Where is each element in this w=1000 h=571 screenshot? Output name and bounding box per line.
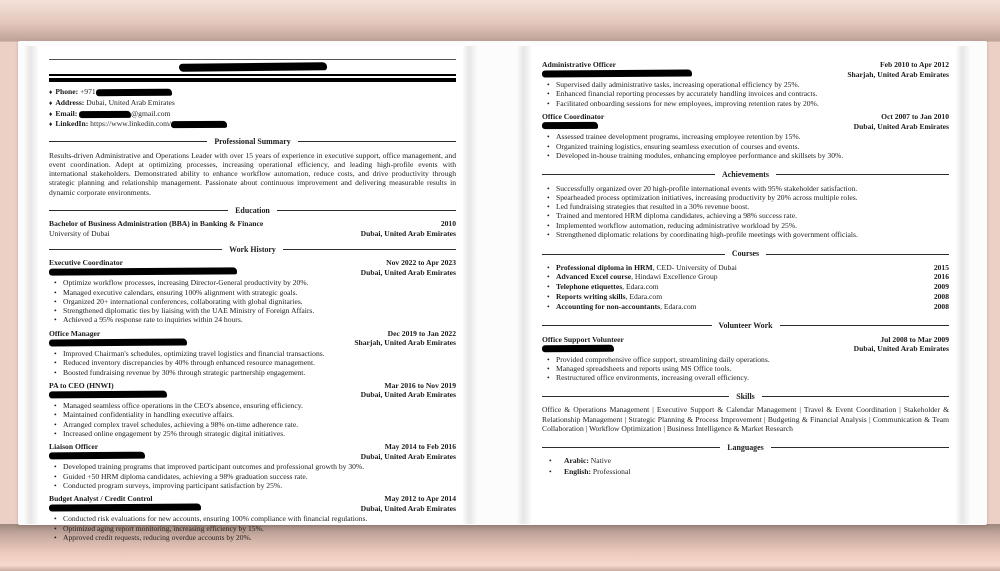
bullet-item: • Approved credit requests, reducing overdue accounts by 20%. [49,533,456,542]
job-location: Dubai, United Arab Emirates [853,121,949,131]
job-title: Office Coordinator [542,112,605,122]
skills-paragraph: Office & Operations Management | Executive Support & Calendar Management | Travel & Event Coordination | Stakeholder & Relationship Management | Strategic Planning & Process Improvement | Budgeting & Financial Analysis | Communication & Team Collaboration | Workflow Optimization | Business Intelligence & Market Research [542,405,949,434]
section-header-volunteer [542,321,949,330]
language-level: Professional [592,466,631,476]
section-rule [283,249,456,250]
bullet-item: • Spearheaded process optimization initiatives, increasing productivity by 20% across multiple roles. [542,193,949,202]
redacted-linkedin [171,121,227,128]
contact-value: https://www.linkedin.com/ [90,119,172,129]
contact-line-phone [49,87,456,98]
job-title: PA to CEO (HNWI) [49,380,114,390]
redacted-company [542,122,598,129]
education-row-2 [49,229,456,239]
course-entry [542,263,949,273]
bullet-item: • Managed executive calendars, ensuring 100% alignment with strategic goals. [49,288,456,297]
contact-label: Email: [55,108,78,118]
bullet-item: • Assessed trainee development programs, increasing employee retention by 15%. [542,132,949,141]
job-location: Dubai, United Arab Emirates [360,503,456,513]
background-top-band [0,0,1000,42]
contact-line-email [49,109,456,120]
course-year: 2015 [933,262,949,272]
redacted-candidate-name [178,62,326,72]
job-entry [49,258,456,325]
achievements-list [542,184,949,240]
section-rule [780,325,950,326]
diamond-bullet-icon: ♦ [49,110,53,118]
contact-label: Address: [55,97,85,107]
bullet-item: • Optimized aging report monitoring, increasing efficiency by 15%. [49,524,456,533]
bullet-item: • Strengthened diplomatic ties by liaising with the UAE Ministry of Foreign Affairs. [49,306,456,315]
bullet-item: • Increased online engagement by 25% through strategic digital initiatives. [49,429,456,438]
volunteer-dates: Jul 2008 to Mar 2009 [880,334,949,344]
education-row-1 [49,219,456,229]
section-rule [49,249,222,250]
course-name: Accounting for non-accountants [556,301,661,311]
section-title: Skills [736,391,755,401]
course-name: Advanced Excel course [556,272,632,282]
bullet-item: • Managed seamless office operations in the CEO's absence, ensuring efficiency. [49,401,456,410]
degree-title: Bachelor of Business Administration (BBA) in Banking & Finance [49,219,264,229]
course-year: 2009 [933,282,949,292]
redacted-company [49,391,167,398]
section-title: Languages [727,442,764,452]
page-edge-shadow [956,46,970,524]
bullet-item: • Managed spreadsheets and reports using MS Office tools. [542,364,949,373]
section-rule [542,174,715,175]
job-location: Sharjah, United Arab Emirates [354,338,456,348]
page-edge-shadow [517,46,531,524]
course-name: Telephone etiquettes [556,282,623,292]
course-provider: , Edara.com [625,291,663,301]
header-divider-thick [49,78,456,82]
contact-block [49,87,456,130]
redacted-company [49,338,187,345]
section-header-work [49,245,456,254]
languages-list [542,456,949,477]
contact-line-address [49,98,456,109]
course-year: 2008 [933,291,949,301]
section-title: Education [235,206,270,216]
resume-page-1 [24,46,477,543]
diamond-bullet-icon: ♦ [49,89,53,96]
course-provider: , CED- University of Dubai [652,262,737,272]
page-edge-shadow [463,46,477,524]
summary-paragraph: Results-driven Administrative and Operations Leader with over 15 years of experience in executive support, office management, and event coordination. Adept at optimizing processes, increasing operational efficiency, and leading high-profile events with international stakeholders. Demonstrated ability to enhance workflow automation, reduce costs, and drive productivity through strategic planning and relationship management. Passionate about continuous improvement and delivering measurable results in dynamic corporate environments. [49,150,456,197]
section-header-courses [542,249,949,258]
section-rule [277,210,456,211]
resume-page-2 [517,46,970,524]
section-rule [542,447,720,448]
contact-value: Dubai, United Arab Emirates [86,97,175,107]
job-dates: Mar 2016 to Nov 2019 [384,380,456,390]
section-title: Volunteer Work [718,321,773,331]
job-location: Dubai, United Arab Emirates [360,451,456,461]
education-year: 2010 [440,219,456,229]
bullet-item: • Guided +50 HRM diploma candidates, achieving a 98% graduation success rate. [49,472,456,481]
section-rule [771,447,949,448]
course-entry [542,302,949,312]
job-entry [49,329,456,377]
section-header-education [49,206,456,215]
course-name: Reports writing skills [556,291,626,301]
bullet-item: • Boosted fundraising revenue by 30% through strategic partnership engagement. [49,368,456,377]
job-title: Administrative Officer [542,60,617,69]
section-header-skills [542,392,949,401]
job-dates: May 2014 to Feb 2016 [384,442,456,452]
bullet-item: • Conducted program surveys, improving participant satisfaction by 25%. [49,481,456,490]
job-dates: Dec 2019 to Jan 2022 [387,328,456,338]
bullet-item: • Enhanced financial reporting processes by accurately handling invoices and contracts. [542,89,949,98]
contact-value: @gmail.com [131,108,171,118]
course-provider: , Hindawi Excellence Group [631,272,718,282]
course-entry [542,272,949,282]
course-provider: , Edara.com [622,282,659,292]
course-name: Professional diploma in HRM [556,262,653,272]
job-title: Liaison Officer [49,442,99,452]
bullet-item: • Achieved a 95% response rate to inquiries within 24 hours. [49,315,456,324]
job-entry [542,60,949,108]
section-rule [542,325,712,326]
bullet-item: • Implemented workflow automation, reducing administrative workload by 25%. [542,221,949,230]
section-header-summary [49,137,456,146]
redacted-email [79,110,131,117]
job-entry [49,381,456,438]
volunteer-location: Dubai, United Arab Emirates [853,344,949,354]
job-entry [542,112,949,160]
bullet-item: • Improved Chairman's schedules, optimizing travel logistics and financial transactions. [49,349,456,358]
bullet-item: • Facilitated onboarding sessions for new employees, improving retention rates by 20%. [542,99,949,108]
section-rule [49,141,207,142]
section-header-achievements [542,170,949,179]
bullet-item: • Maintained confidentiality in handling executive affairs. [49,410,456,419]
redacted-phone [96,89,172,96]
school-name: University of Dubai [49,229,110,239]
education-location: Dubai, United Arab Emirates [360,229,456,239]
contact-label: Phone: [55,87,79,96]
language-name: English: [564,466,592,476]
section-rule [776,174,949,175]
job-location: Dubai, United Arab Emirates [360,267,456,277]
bullet-item: • Developed training programs that improved participant outcomes and professional growth by 30%. [49,462,456,471]
redacted-company [49,268,237,276]
section-title: Work History [229,244,276,254]
bullet-item: • Organized 20+ international conferences, collaborating with global dignitaries. [49,297,456,306]
contact-label: LinkedIn: [55,119,89,129]
section-header-languages [542,443,949,452]
bullet-item: • Optimize workflow processes, increasing Director-General productivity by 20%. [49,278,456,287]
section-rule [762,396,949,397]
section-rule [766,254,949,255]
job-dates: Oct 2007 to Jan 2010 [881,112,949,122]
course-provider: , Edara.com [660,301,697,311]
job-entry [49,442,456,490]
bullet-item: • Arranged complex travel schedules, achieving a 98% on-time adherence rate. [49,420,456,429]
job-entry [49,494,456,542]
contact-value: +971 [80,87,96,96]
desk-surface [18,41,987,543]
section-rule [49,210,228,211]
bullet-item: • Successfully organized over 20 high-profile international events with 95% stakeholder satisfaction. [542,184,949,193]
section-rule [542,396,729,397]
volunteer-entry [542,335,949,383]
job-title: Executive Coordinator [49,258,124,268]
language-item [542,456,949,467]
bullet-item: • Strengthened diplomatic relations by coordinating high-profile meetings with government officials. [542,230,949,239]
language-item [542,467,949,478]
course-year: 2008 [933,301,949,311]
bullet-item: • Restructured office environments, increasing overall efficiency. [542,373,949,382]
course-entry [542,292,949,302]
diamond-bullet-icon: ♦ [49,99,53,107]
volunteer-title: Office Support Volunteer [542,334,624,344]
job-title: Budget Analyst / Credit Control [49,494,153,504]
contact-line-linkedin [49,119,456,130]
bullet-item: • Conducted risk evaluations for new accounts, ensuring 100% compliance with financial regulations. [49,514,456,523]
job-dates: Nov 2022 to Apr 2023 [386,258,456,268]
section-rule [298,141,456,142]
bullet-item: • Reduced inventory discrepancies by 40% through enhanced resource management. [49,358,456,367]
language-level: Native [590,456,612,466]
section-title: Professional Summary [214,137,291,147]
redacted-company [49,452,145,459]
header-top-rule [49,59,456,60]
redacted-company [542,70,692,78]
header-divider-thin [49,74,456,76]
language-name: Arabic: [564,456,589,466]
redacted-company [49,504,201,512]
job-location: Dubai, United Arab Emirates [360,390,456,400]
diamond-bullet-icon: ♦ [49,121,53,129]
bullet-item: • Led fundraising strategies that resulted in a 30% revenue boost. [542,202,949,211]
page-edge-shadow [24,46,38,524]
section-title: Courses [731,249,760,259]
bullet-item: • Developed in-house training modules, enhancing employee performance and skillsets by 30%. [542,151,949,160]
job-location: Sharjah, United Arab Emirates [847,69,949,79]
job-dates: Feb 2010 to Apr 2012 [879,60,949,69]
bullet-item: • Provided comprehensive office support, streamlining daily operations. [542,355,949,364]
section-title: Achievements [722,170,769,180]
redacted-organization [542,345,614,352]
bullet-item: • Organized training logistics, ensuring seamless execution of courses and events. [542,142,949,151]
bullet-item: • Trained and mentored HRM diploma candidates, achieving a 98% success rate. [542,211,949,220]
job-title: Office Manager [49,328,101,338]
course-entry [542,282,949,292]
course-year: 2016 [933,272,949,282]
bullet-item: • Supervised daily administrative tasks, increasing operational efficiency by 25%. [542,80,949,89]
courses-list [542,263,949,312]
candidate-name-row [49,61,456,72]
section-rule [542,254,725,255]
job-dates: May 2012 to Apr 2014 [384,494,456,504]
